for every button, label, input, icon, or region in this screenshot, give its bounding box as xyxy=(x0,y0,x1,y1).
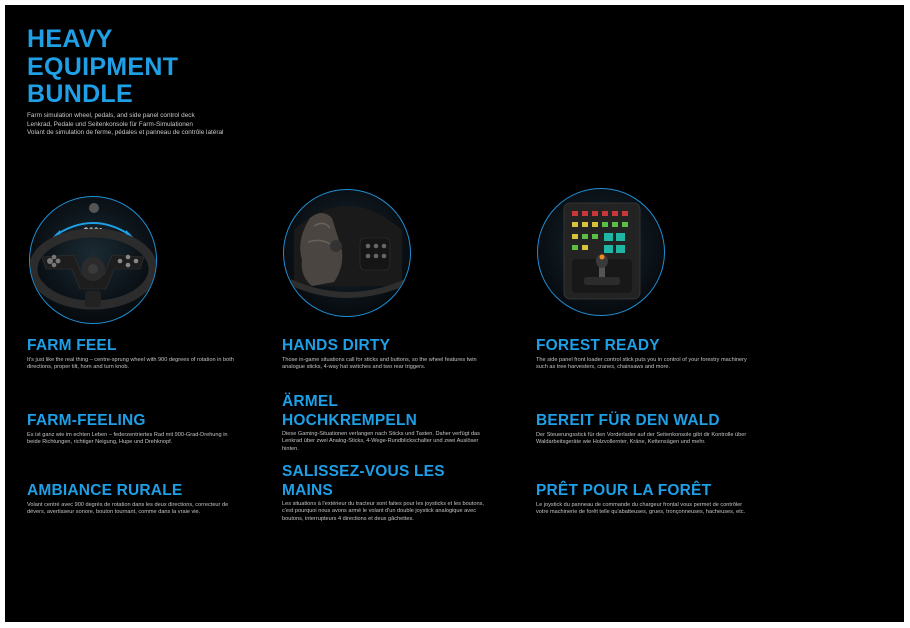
rotation-badge: 900° xyxy=(83,226,103,236)
section-body: Es ist ganz wie im echten Leben – federzentriertes Rad mit 900-Grad-Drehung in beide Richtungen, richtiger Neigung, Hupe und Drehknopf. xyxy=(27,431,228,445)
section-heading: AMBIANCE RURALE xyxy=(27,482,183,499)
column-farm-feel-fr xyxy=(27,482,242,516)
section-body: Le joystick du panneau de commande du chargeur frontal vous permet de contrôler votre machinerie de forêt telle qu'abatteuses, grues, tronçonneuses, hacheuses, etc. xyxy=(536,501,746,515)
page-title xyxy=(27,26,178,109)
title-line: EQUIPMENT xyxy=(27,52,179,81)
subtitle-line-de: Lenkrad, Pedale und Seitenkonsole für Farm-Simulationen xyxy=(27,120,193,128)
section-body: Der Steuerungsstick für den Vorderlader auf der Seitenkonsole gibt dir Kontrolle über Waldarbeitsgeräte wie Holzvollernter, Kräne, Kettensägen und mehr. xyxy=(536,431,747,445)
hand-on-wheel-image xyxy=(283,189,411,317)
subtitle-line-fr: Volant de simulation de ferme, pédales et panneau de contrôle latéral xyxy=(27,129,224,137)
section-heading: ÄRMEL HOCHKREMPELN xyxy=(282,393,418,429)
section-body: Volant centré avec 900 degrés de rotation dans les deux directions, correcteur de dévers, avertisseur sonore, bouton tournant, comme dans la vraie vie. xyxy=(27,501,229,515)
section-heading: SALISSEZ-VOUS LES MAINS xyxy=(282,463,445,499)
section-body: It's just like the real thing – centre-sprung wheel with 900 degrees of rotation in both directions, proper tilt, horn and turn knob. xyxy=(27,356,234,370)
section-heading: FOREST READY xyxy=(536,337,660,354)
column-farm-feel xyxy=(27,337,242,371)
section-body: Diese Gaming-Situationen verlangen nach Sticks und Tasten. Daher verfügt das Lenkrad über zwei Analog-Sticks, 4-Wege-Rundblickschalter und zwei Auslöser hinten. xyxy=(282,431,480,452)
column-forest-ready-fr xyxy=(536,482,751,516)
title-line: BUNDLE xyxy=(27,80,133,108)
column-forest-ready-de xyxy=(536,412,751,446)
column-farm-feel-de xyxy=(27,412,242,446)
steering-wheel-image xyxy=(29,196,157,324)
brochure-page xyxy=(5,5,904,622)
section-en xyxy=(27,337,242,371)
section-heading: PRÊT POUR LA FORÊT xyxy=(536,482,712,499)
section-body: Those in-game situations call for sticks and buttons, so the wheel features twin analogue sticks, 4-way hat switches and two rear triggers. xyxy=(282,356,477,370)
subtitle-line-en: Farm simulation wheel, pedals, and side panel control deck xyxy=(27,112,195,119)
subtitle xyxy=(27,112,223,138)
section-heading: HANDS DIRTY xyxy=(282,337,391,354)
side-panel-image xyxy=(537,188,665,316)
section-body: The side panel front loader control stick puts you in control of your forestry machinery such as tree harvesters, cranes, chainsaws and more. xyxy=(536,356,747,370)
section-heading: BEREIT FÜR DEN WALD xyxy=(536,412,720,429)
column-hands-dirty-de xyxy=(282,393,480,453)
section-heading: FARM FEEL xyxy=(27,337,117,354)
section-heading: FARM-FEELING xyxy=(27,412,146,429)
section-body: Les situations à l'extérieur du tracteur sont faites pour les joysticks et les boutons, c'est pourquoi nous avons armé le volant d'un double joystick analogique avec boutons, interrupteurs 4 directions et deux gâchettes. xyxy=(282,501,484,522)
title-line: HEAVY xyxy=(27,25,113,53)
column-forest-ready xyxy=(536,337,751,371)
column-hands-dirty-fr xyxy=(282,463,484,523)
column-hands-dirty xyxy=(282,337,497,371)
